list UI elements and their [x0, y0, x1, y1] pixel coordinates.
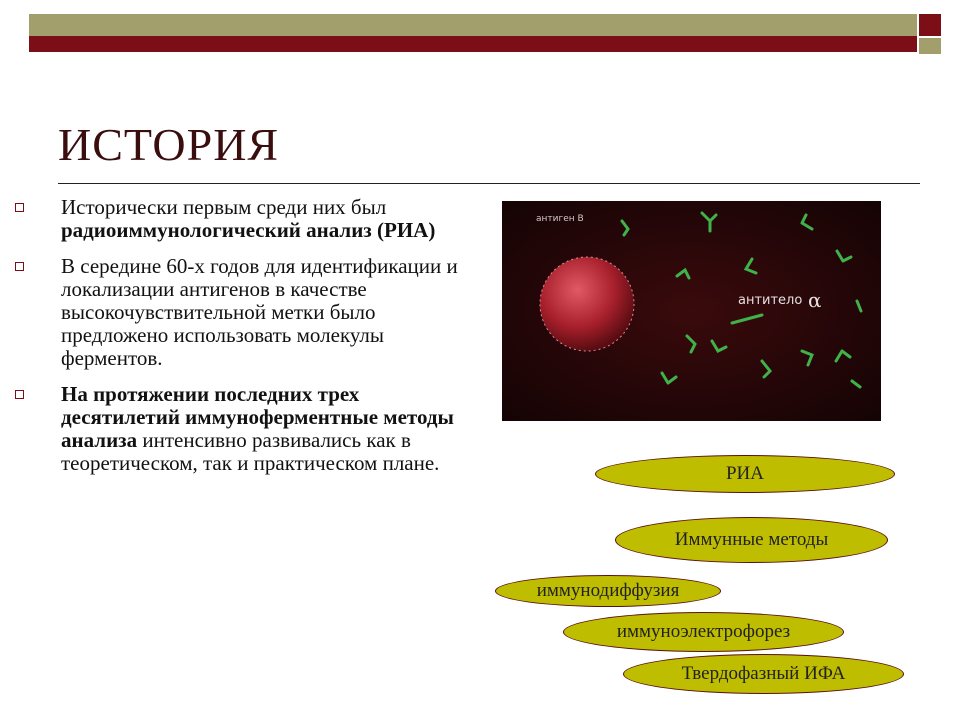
square-bullet-icon — [15, 390, 24, 399]
bullet-item — [8, 196, 483, 242]
antigen-cell — [540, 257, 634, 351]
antigen-label: антиген В — [536, 214, 584, 224]
square-bullet-icon — [15, 203, 24, 212]
bullet-bold-text: На протяжении последних трех десятилетий иммуноферментные методы анализа — [61, 382, 454, 452]
ellipse-label: иммуноэлектрофорез — [616, 621, 791, 642]
corner-square-olive — [919, 38, 941, 54]
bullet-item — [8, 255, 483, 370]
ellipse-label: иммунодиффузия — [536, 580, 680, 601]
bullet-text: интенсивно развивались как в теоретическом, так и практическом плане. — [61, 428, 440, 475]
corner-square-red — [919, 14, 941, 36]
ellipse-ria — [595, 455, 895, 493]
alpha-symbol: α — [808, 288, 822, 312]
square-bullet-icon — [15, 262, 24, 271]
ellipse-label: Твердофазный ИФА — [681, 663, 846, 684]
title-divider — [58, 183, 920, 184]
antigen-antibody-image — [502, 201, 881, 421]
header-bar-olive — [29, 14, 917, 36]
bullet-bold-text: радиоиммунологический анализ (РИА) — [61, 218, 436, 242]
slide-title: ИСТОРИЯ — [58, 119, 280, 170]
bullet-text: Исторически первым среди них был — [61, 195, 387, 219]
bullet-item — [8, 383, 483, 475]
ellipse-solid-phase-ifa — [623, 654, 904, 694]
bullet-list — [8, 196, 483, 488]
antibody-label: антитело — [738, 293, 803, 308]
header-bar-red — [29, 36, 917, 52]
ellipse-immune-methods — [615, 517, 888, 563]
ellipse-immunodiffusion — [495, 575, 721, 607]
ellipse-label: Иммунные методы — [674, 529, 829, 550]
ellipse-immunoelectrophoresis — [563, 612, 844, 652]
bullet-text: В середине 60-х годов для идентификации и локализации антигенов в качестве высокочувствительной метки было предложено использовать молекулы ферментов. — [61, 254, 458, 370]
ellipse-label: РИА — [725, 463, 764, 484]
